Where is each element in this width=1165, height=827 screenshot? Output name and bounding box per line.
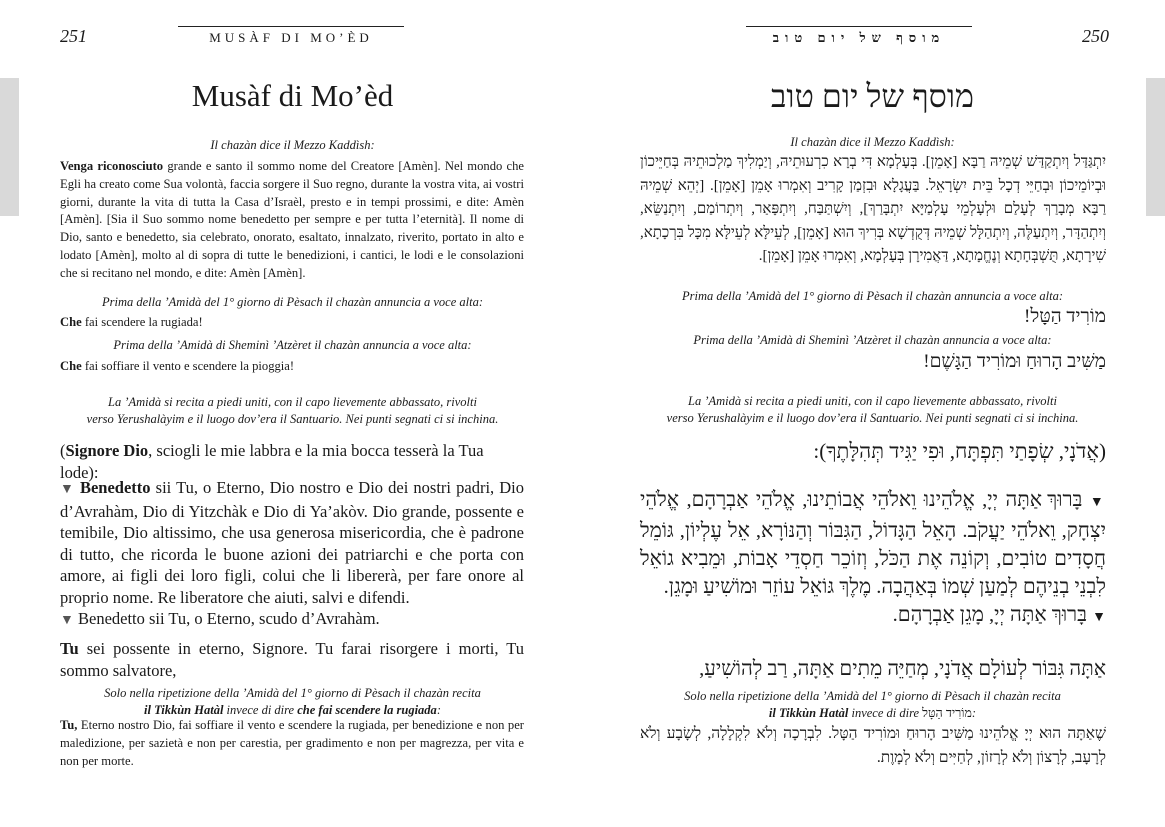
triangle-down-icon: ▼ — [60, 613, 74, 628]
left-tikkun-bold: Tu, — [60, 718, 78, 732]
right-intro-line: (אֲדֹנָי, שְׂפָתַי תִּפְתָּח, וּפִי יַגִּיד תְּהִלָּתֶךָ): — [813, 439, 1106, 463]
triangle-down-icon: ▼ — [60, 482, 75, 497]
right-shemini-line: מַשִּׁיב הָרוּחַ וּמוֹרִיד הַגָּשֶׁם! — [923, 351, 1106, 372]
left-gevurot-bold: Tu — [60, 639, 79, 658]
left-intro-open: ( — [60, 441, 66, 460]
right-rubric-kaddish: Il chazàn dice il Mezzo Kaddìsh: — [790, 135, 955, 149]
right-rubric-amida — [640, 393, 1105, 427]
left-pesach-line — [60, 314, 524, 332]
left-edge-tab — [0, 78, 19, 216]
left-pesach-text: fai scendere la rugiada! — [84, 315, 203, 329]
right-rubric-rep-colon: : — [971, 706, 977, 720]
left-rubric-amida-line1: La ’Amidà si recita a piedi uniti, con il capo lievemente abbassato, rivolti — [108, 395, 477, 409]
right-blessing-text: בָּרוּךְ אַתָּה יְיָ, אֱלֹהֵינוּ וֵאלֹהֵי אֲבוֹתֵינוּ, אֱלֹהֵי אַבְרָהָם, אֱלֹהֵי יִצְחָק, וֵאלֹהֵי יַעֲקֹב. הָאֵל הַגָּדוֹל, הַגִּבּוֹר וְהַנּוֹרָא, אֵל עֶלְיוֹן, גּוֹמֵל חֲסָדִים טוֹבִים, וְקוֹנֵה אֶת הַכֹּל, וְזוֹכֵר חַסְדֵי אָבוֹת, וּמֵבִיא גוֹאֵל לִבְנֵי בְנֵיהֶם לְמַעַן שְׁמוֹ בְּאַהֲבָה. מֶלֶךְ גּוֹאֵל עוֹזֵר וּמוֹשִׁיעַ וּמָגֵן. — [640, 489, 1106, 598]
right-page-number: 250 — [1082, 26, 1109, 46]
right-rubric-shemini: Prima della ’Amidà di Sheminì ’Atzèret il chazàn annuncia a voce alta: — [693, 333, 1052, 347]
left-rubric-rep-line1: Solo nella ripetizione della ’Amidà del 1° giorno di Pèsach il chazàn recita — [104, 686, 481, 700]
left-tikkun-paragraph — [60, 717, 524, 770]
right-rubric-amida-line2: verso Yerushalàyim e il luogo dov’era il Santuario. Nei punti segnati ci si inchina. — [666, 411, 1079, 425]
right-kaddish-paragraph: יִתְגַּדַּל וְיִתְקַדַּשׁ שְׁמֵיהּ רַבָּא [אָמֵן]. בְּעָלְמָא דִּי בְרָא כִרְעוּתֵיהּ, וְיַמְלִיךְ מַלְכוּתֵיהּ בְּחַיֵּיכוֹן וּבְיוֹמֵיכוֹן וּבְחַיֵּי דְכָל בֵּית יִשְׂרָאֵל. בַּעֲגָלָא וּבִזְמַן קָרִיב וְאִמְרוּ אָמֵן [אָמֵן]. [יְהֵא שְׁמֵיהּ רַבָּא מְבָרַךְ לְעָלַם וּלְעָלְמֵי עָלְמַיָּא יִתְבָּרַךְ], וְיִשְׁתַּבַּח, וְיִתְפָּאַר, וְיִתְרוֹמַם, וְיִתְנַשֵּׂא, וְיִתְהַדָּר, וְיִתְעַלֶּה, וְיִתְהַלָּל שְׁמֵיהּ דְּקֻדְשָׁא בְּרִיךְ הוּא [אָמֵן], לְעֵילָּא לְעֵילָּא מִכָּל בִּרְכָתָא, שִׁירָתָא, תֻּשְׁבְּחָתָא וְנֶחֱמָתָא, דַּאֲמִירָן בְּעָלְמָא, וְאִמְרוּ אָמֵן [אָמֵן]. — [640, 154, 1106, 264]
left-tikkun-text: Eterno nostro Dio, fai soffiare il vento e scendere la rugiada, per benedizione e non per maledizione, per sazietà e non per carestia, per gradimento e non per magrezza, per vita e non per morte. — [60, 718, 524, 768]
right-running-head: מוסף של יום טוב — [746, 26, 972, 46]
left-rubric-kaddish: Il chazàn dice il Mezzo Kaddìsh: — [210, 138, 375, 152]
right-tikkun-paragraph: שֶׁאַתָּה הוּא יְיָ אֱלֹהֵינוּ מַשִּׁיב הָרוּחַ וּמוֹרִיד הַטָּל. לִבְרָכָה וְלֹא לִקְלָלָה, לְשָׂבָע וְלֹא לְרָעָב, לְרָצוֹן וְלֹא לְרָזוֹן, לְחַיִּים וְלֹא לְמָוֶת. — [640, 725, 1106, 766]
right-rubric-rep-bold: il Tikkùn Hatàl — [768, 706, 849, 720]
left-gevurot-text: sei possente in eterno, Signore. Tu farai risorgere i morti, Tu sommo salvatore, — [60, 639, 524, 680]
right-rubric-pesach: Prima della ’Amidà del 1° giorno di Pèsach il chazàn annuncia a voce alta: — [682, 289, 1063, 303]
right-pesach-line: מוֹרִיד הַטָּל! — [1024, 306, 1106, 327]
right-rubric-rep-line1: Solo nella ripetizione della ’Amidà del 1° giorno di Pèsach il chazàn recita — [684, 689, 1061, 703]
left-rubric-amida-line2: verso Yerushalàyim e il luogo dov’era il Santuario. Nei punti segnati ci si inchina. — [86, 412, 499, 426]
left-blessing-paragraph — [60, 477, 524, 632]
triangle-down-icon: ▼ — [1089, 495, 1107, 510]
left-rubric-pesach: Prima della ’Amidà del 1° giorno di Pèsach il chazàn annuncia a voce alta: — [102, 295, 483, 309]
right-edge-tab — [1146, 78, 1165, 216]
left-blessing-end: Benedetto sii Tu, o Eterno, scudo d’Avrahàm. — [77, 609, 380, 628]
left-rubric-shemini: Prima della ’Amidà di Sheminì ’Atzèret il chazàn annuncia a voce alta: — [113, 338, 472, 352]
left-rubric-rep-bold1: il Tikkùn Hatàl — [144, 703, 224, 717]
left-page-number: 251 — [60, 26, 87, 46]
right-gevurot-line: אַתָּה גִּבּוֹר לְעוֹלָם אֲדֹנָי, מְחַיֵּה מֵתִים אַתָּה, רַב לְהוֹשִׁיעַ, — [699, 658, 1106, 680]
left-rubric-repetition — [60, 685, 525, 719]
left-shemini-text: fai soffiare il vento e scendere la pioggia! — [84, 359, 295, 373]
left-blessing-bold: Benedetto — [79, 478, 151, 497]
left-page-title: Musàf di Mo’èd — [191, 78, 394, 113]
left-shemini-bold: Che — [60, 359, 82, 373]
left-rubric-amida — [60, 394, 525, 428]
left-rubric-rep-mid: invece di dire — [226, 703, 295, 717]
left-pesach-bold: Che — [60, 315, 82, 329]
right-rubric-repetition — [640, 688, 1105, 722]
left-running-head: MUSÀF DI MO’ÈD — [178, 26, 404, 46]
left-gevurot-paragraph — [60, 638, 524, 681]
right-rubric-amida-line1: La ’Amidà si recita a piedi uniti, con il capo lievemente abbassato, rivolti — [688, 394, 1057, 408]
left-kaddish-paragraph — [60, 158, 524, 283]
right-page-title: מוסף של יום טוב — [770, 78, 975, 114]
triangle-down-icon: ▼ — [1092, 610, 1106, 625]
right-rubric-rep-hebrew: מוֹרִיד הַטָּל — [922, 706, 972, 720]
left-kaddish-text: grande e santo il sommo nome del Creatore [Amèn]. Nel mondo che Egli ha creato come Sua volontà, faccia sorgere il Suo regno, durante la vostra vita, ai vostri giorni, durante la vita di tutta la Casa d’Israèl, presto e in tempi prossimi, e dite: Amèn [Amèn]. [Sia il Suo sommo nome benedetto per sempre e per tutta l’eternità]. Il nome di Dio, santo e benedetto, sia celebrato, onorato, esaltato, innalzato, riverito, portato in alto e lodato [Amèn], molto al di sopra di tutte le benedizioni, i cantici, le lodi e le consolazioni che si recitano nel mondo, e dite: Amèn [Amèn]. — [60, 159, 524, 280]
left-blessing-text: sii Tu, o Eterno, Dio nostro e Dio dei nostri padri, Dio d’Avrahàm, Dio di Yitzchàk e Dio di Ya’akòv. Dio grande, possente e temibile, Dio altissimo, che usa generosa misericordia, che è padrone di tutto, che ricorda le buone azioni dei patriarchi e che porta con amore, ai figli dei loro figli, colui che li libererà, per fare onore al proprio nome. Re liberatore che aiuti, salvi e difendi. — [60, 478, 525, 607]
right-blessing-paragraph — [640, 486, 1106, 632]
left-shemini-line — [60, 358, 524, 376]
left-intro-bold: Signore Dio — [65, 441, 149, 460]
left-kaddish-bold: Venga riconosciuto — [60, 159, 164, 173]
left-rubric-rep-bold2: che fai scendere la rugiada — [297, 703, 437, 717]
right-rubric-rep-mid: invece di dire — [851, 706, 920, 720]
left-rubric-rep-colon: : — [436, 703, 441, 717]
right-blessing-end: בָּרוּךְ אַתָּה יְיָ, מָגֵן אַבְרָהָם. — [892, 604, 1088, 626]
left-intro-text: , sciogli le mie labbra e la mia bocca tesserà la Tua lode): — [60, 441, 484, 482]
